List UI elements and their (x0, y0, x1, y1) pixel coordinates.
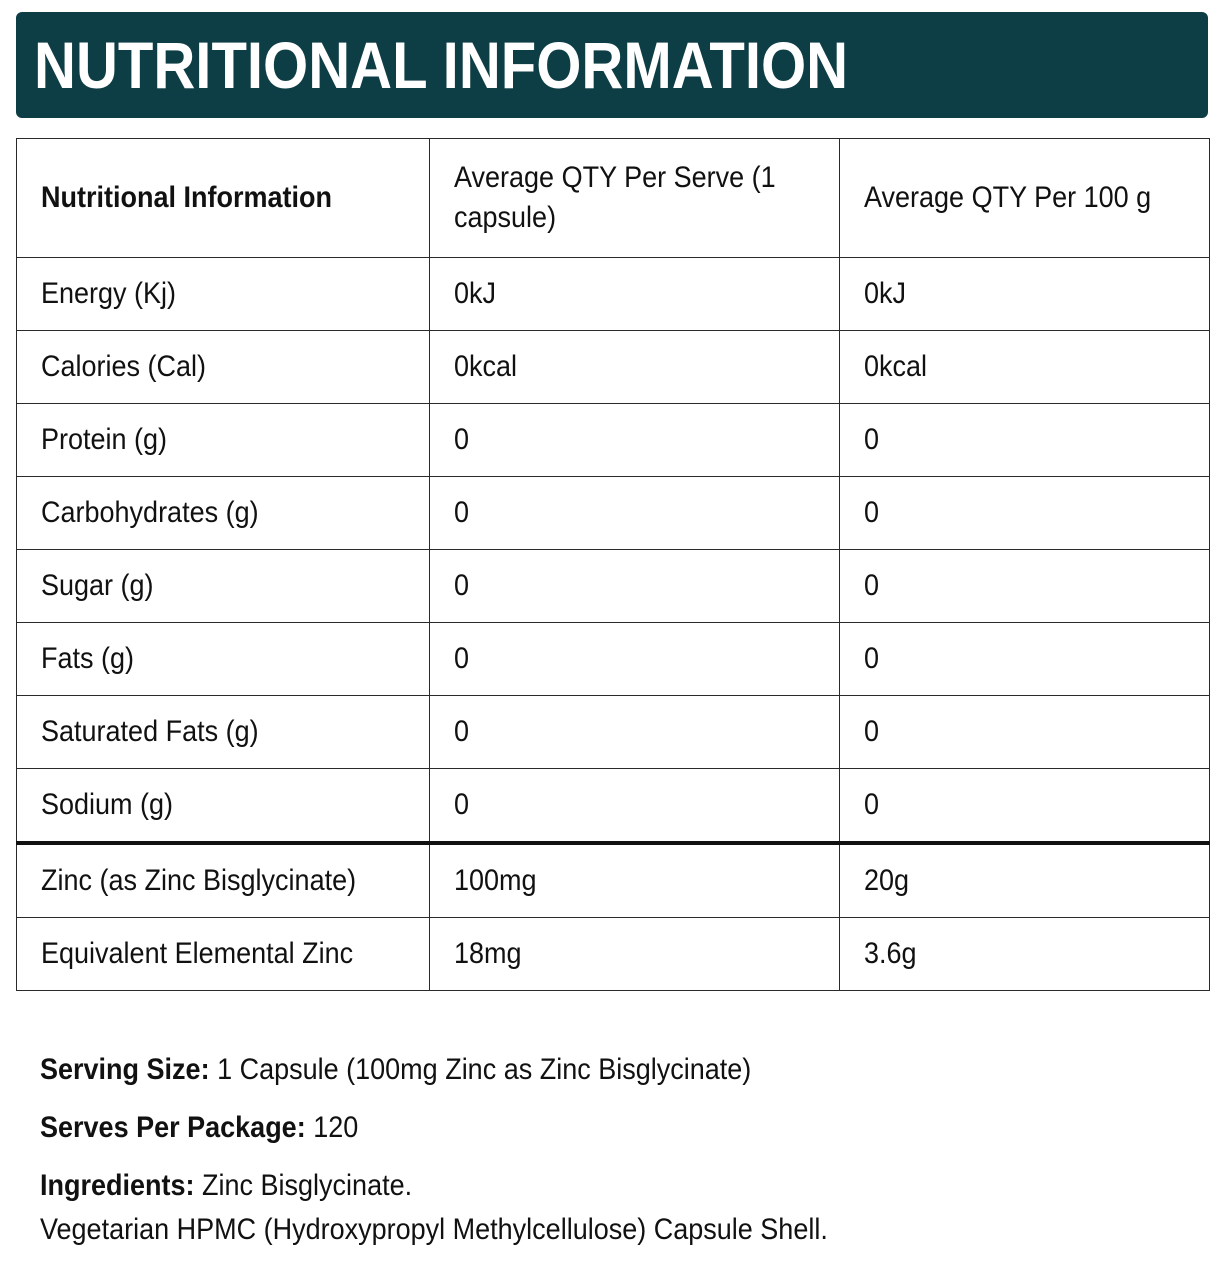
row-per-100g: 0 (840, 404, 1210, 477)
table-row (17, 331, 1210, 404)
product-notes (40, 1048, 1200, 1252)
row-per-serve: 100mg (430, 843, 840, 918)
header-per-serve: Average QTY Per Serve (1 capsule) (430, 139, 840, 258)
serves-per-package-value: 120 (305, 1111, 359, 1144)
row-per-serve: 0kJ (430, 258, 840, 331)
row-per-serve: 0 (430, 696, 840, 769)
table-row (17, 404, 1210, 477)
table-row (17, 623, 1210, 696)
row-name: Carbohydrates (g) (17, 477, 430, 550)
row-per-serve: 0 (430, 769, 840, 844)
page-title: NUTRITIONAL INFORMATION (34, 28, 849, 102)
row-per-100g: 0kJ (840, 258, 1210, 331)
row-per-100g: 3.6g (840, 918, 1210, 991)
table-row (17, 918, 1210, 991)
serves-per-package-line (40, 1106, 1084, 1150)
row-per-serve: 18mg (430, 918, 840, 991)
row-name: Sodium (g) (17, 769, 430, 844)
ingredients-label: Ingredients: (40, 1169, 195, 1202)
table-header-row (17, 139, 1210, 258)
serves-per-package-label: Serves Per Package: (40, 1111, 306, 1144)
row-per-100g: 0 (840, 769, 1210, 844)
serving-size-line (40, 1048, 1084, 1092)
ingredients-value: Zinc Bisglycinate. (194, 1169, 413, 1202)
row-per-serve: 0 (430, 404, 840, 477)
row-per-serve: 0 (430, 477, 840, 550)
table-row (17, 477, 1210, 550)
table-row (17, 696, 1210, 769)
table-row (17, 258, 1210, 331)
row-per-100g: 0kcal (840, 331, 1210, 404)
serving-size-label: Serving Size: (40, 1053, 210, 1086)
row-per-serve: 0 (430, 550, 840, 623)
row-per-100g: 0 (840, 696, 1210, 769)
row-name: Zinc (as Zinc Bisglycinate) (17, 843, 430, 918)
row-name: Equivalent Elemental Zinc (17, 918, 430, 991)
serving-size-value: 1 Capsule (100mg Zinc as Zinc Bisglycinate) (209, 1053, 752, 1086)
table-row (17, 550, 1210, 623)
row-name: Sugar (g) (17, 550, 430, 623)
row-per-100g: 0 (840, 623, 1210, 696)
row-per-100g: 20g (840, 843, 1210, 918)
row-per-serve: 0 (430, 623, 840, 696)
nutrition-table (16, 138, 1210, 991)
header-nutritional-information: Nutritional Information (17, 139, 430, 258)
row-name: Saturated Fats (g) (17, 696, 430, 769)
row-name: Protein (g) (17, 404, 430, 477)
row-per-100g: 0 (840, 550, 1210, 623)
row-name: Energy (Kj) (17, 258, 430, 331)
table-row (17, 843, 1210, 918)
row-per-100g: 0 (840, 477, 1210, 550)
row-name: Calories (Cal) (17, 331, 430, 404)
row-name: Fats (g) (17, 623, 430, 696)
ingredients-line (40, 1164, 1084, 1208)
row-per-serve: 0kcal (430, 331, 840, 404)
table-row (17, 769, 1210, 844)
header-per-100g: Average QTY Per 100 g (840, 139, 1210, 258)
title-banner (16, 12, 1208, 118)
ingredients-line-2: Vegetarian HPMC (Hydroxypropyl Methylcellulose) Capsule Shell. (40, 1213, 828, 1246)
